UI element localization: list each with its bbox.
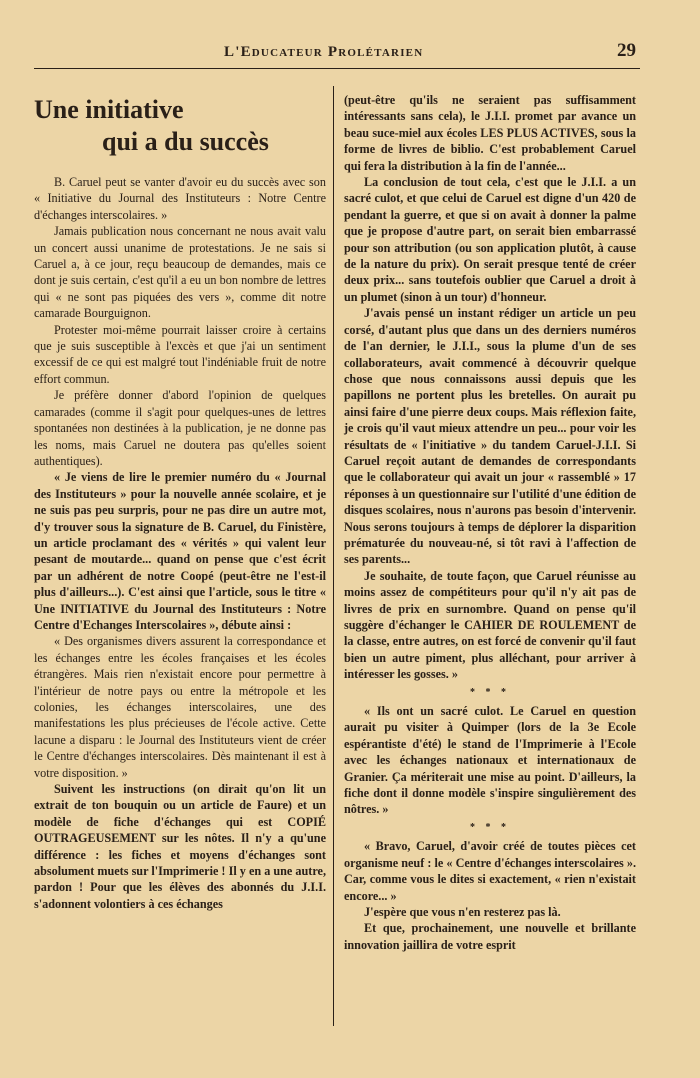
paragraph: J'espère que vous n'en resterez pas là. [364, 904, 561, 919]
paragraph: Je préfère donner d'abord l'opinion de quelques camarades (comme il s'agit pour quelques-unes de lettres spontanées non destinées à la publication, je ne donne pas les noms, mais Caruel ne doutera pas qu'elles soient authentiques). [34, 388, 326, 468]
paragraph: Et que, prochainement, une nouvelle et brillante innovation jaillira de votre esprit [344, 921, 636, 952]
paragraph: (peut-être qu'ils ne seraient pas suffisamment intéressants sans cela), le J.I.I. promet par avance un beau suce-miel aux écoles LES PLUS ACTIVES, sous la forme de livres de biblio. C'est probablement Caruel qui fera la distribution à la fin de l'année... [344, 93, 636, 173]
paragraph: « Des organismes divers assurent la correspondance et les échanges entre les écoles françaises et les écoles étrangères. Mais rien n'existait encore pour permettre à l'intérieur de notre pays ou entre la métropole et les colonies, les échanges interscolaires, une des manifestations les plus précieuses de l'école active. Cette lacune a disparu : le Journal des Instituteurs vient de créer le Centre d'échanges interscolaires. Dès maintenant il est à votre disposition. » [34, 634, 326, 780]
paragraph: « Ils ont un sacré culot. Le Caruel en question aurait pu visiter à Quimper (lors de la 3e Ecole espérantiste d'été) le stand de l'Imprimerie à l'Ecole avec les échanges nationaux et internationaux de Granier. Ça mériterait une mise au point. D'ailleurs, la fiche dont il donne modèle s'inspire singulièrement des nôtres. » [344, 704, 636, 817]
page-number: 29 [617, 40, 636, 61]
paragraph: Je souhaite, de toute façon, que Caruel réunisse au moins assez de compétiteurs pour qu'il n'y ait pas de livres de prix en surnombre. Quand on pense qu'il suggère d'échanger le CAHIER DE ROULEMENT de la classe, entre autres, on est forcé de convenir qu'il faut bien un autre piment, plus alléchant, pour arriver à intéresser les gosses. » [344, 568, 636, 682]
paragraph: Protester moi-même pourrait laisser croire à certains que je suis susceptible à l'excès et que j'ai un sentiment excessif de ce qui est malgré tout l'indéniable fruit de notre effort commun. [34, 322, 326, 386]
paragraph: « Je viens de lire le premier numéro du « Journal des Instituteurs » pour la nouvelle année scolaire, et je ne suis pas peu surpris, pour ne pas dire un autre mot, d'y trouver sous la signature de B. Caruel, du Finistère, un article proclamant des « vérités » qui valent leur pesant de moutarde... quand on pense que c'est écrit par un adhérent de notre Coopé (peut-être ne l'est-il plus d'ailleurs...). C'est ainsi que l'article, sous le titre « Une INITIATIVE du Journal des Instituteurs : Notre Centre d'Echanges Interscolaires », débute ainsi : [34, 470, 326, 632]
paragraph: Jamais publication nous concernant ne nous avait valu un concert aussi unanime de protestations. Je ne sais si Caruel a, à ce jour, reçu beaucoup de demandes, mais ce dont je suis certain, c'est qu'il a eu un bon nombre de lettres qui « ne sont pas piquées des vers », comme dit notre camarade Bourguignon. [34, 224, 326, 321]
section-separator: * * * [470, 686, 510, 698]
column-divider [333, 86, 334, 1026]
running-header [34, 38, 640, 69]
section-separator: * * * [470, 821, 510, 833]
paragraph: « Bravo, Caruel, d'avoir créé de toutes pièces cet organisme neuf : le « Centre d'échanges interscolaires ». Car, comme vous le dites si exactement, « rien n'existait encore... » [344, 839, 636, 903]
article-title-line1: Une initiative [34, 95, 184, 124]
paragraph: Suivent les instructions (on dirait qu'on lit un extrait de ton bouquin ou un article de Faure) et un modèle de fiche d'échanges qui est COPIÉ OUTRAGEUSEMENT sur les nôtes. Il n'y a qu'une différence : les fiches et moyens d'échanges sont absolument muets sur l'Imprimerie ! Il y en a une autre, pardon ! Pour que les élèves des abonnés du J.I.I. s'adonnent volontiers à ces échanges [34, 782, 326, 911]
left-column [34, 90, 326, 912]
paragraph: La conclusion de tout cela, c'est que le J.I.I. a un sacré culot, et que celui de Caruel est digne d'un 420 de pendant la guerre, et que si on avait à donner la palme que je propose d'autre part, on serait bien embarrassé pour son attribution (ou son application plutôt, à cause de la nature du prix). On serait presque tenté de créer deux prix... sans toutefois oublier que Caruel a droit à un plumet (sinon à un tour) d'honneur. [344, 175, 636, 304]
paragraph: J'avais pensé un instant rédiger un article un peu corsé, d'autant plus que dans un des derniers numéros de l'an dernier, le J.I.I., sous la plume d'un de ses collaborateurs, avait commencé à découvrir quelque chose que nous connaissons aussi depuis que les papillons ne portent plus les bretelles. On aurait pu ainsi faire d'une pierre deux coups. Mais réflexion faite, je crois qu'il vaut mieux attendre un peu... pour voir les résultats de « l'initiative » du tandem Caruel-J.I.I. Si Caruel reçoit autant de demandes de correspondants que le collaborateur qui avait un jour « rassemblé » 17 réponses à un questionnaire sur l'utilité d'une édition de disques scolaires, nous n'aurons pas besoin d'intervenir. Nous serons toujours à temps de déplorer la disparition prématurée du nouveau-né, si tôt ravi à l'affection de ses parents... [344, 306, 636, 567]
article-title [34, 94, 326, 158]
article-title-line2: qui a du succès [102, 127, 269, 156]
paragraph: B. Caruel peut se vanter d'avoir eu du succès avec son « Initiative du Journal des Instituteurs : Notre Centre d'échanges interscolaires. » [34, 175, 326, 222]
right-column [344, 92, 636, 953]
journal-title: L'Educateur Prolétarien [224, 44, 424, 60]
